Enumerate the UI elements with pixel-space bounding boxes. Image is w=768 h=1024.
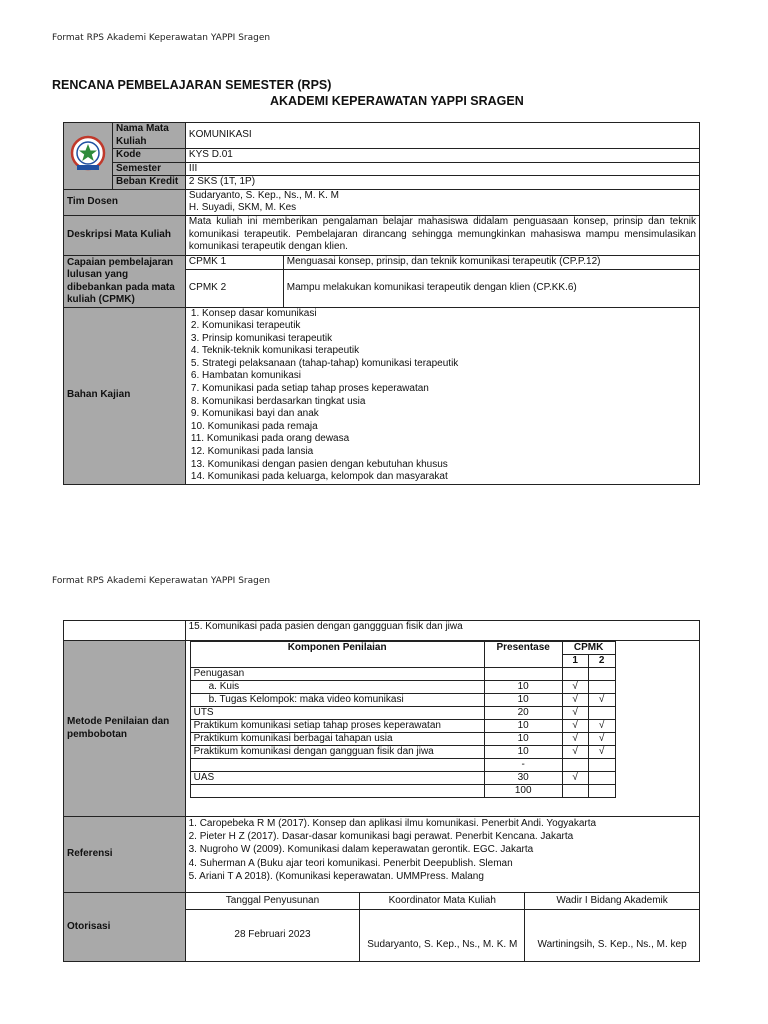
logo-cell xyxy=(64,123,113,190)
description-label: Deskripsi Mata Kuliah xyxy=(64,215,186,255)
rps-table-page1 xyxy=(63,122,700,485)
semester-value: III xyxy=(185,162,699,176)
table-row xyxy=(190,772,615,785)
description-value: Mata kuliah ini memberikan pengalaman belajar mahasiswa didalam penguasaan konsep, prinsip dan teknik komunikasi terapeutik. Pembelajaran dirancang sehingga memungkinkan mahasiswa mampu mensimulasikan komunikasi terapeutik dengan klien. xyxy=(185,215,699,255)
lecturer-2: H. Suyadi, SKM, M. Kes xyxy=(188,202,297,213)
komponen-cell xyxy=(190,759,484,772)
table-row xyxy=(190,694,615,707)
list-item: 14. Komunikasi pada keluarga, kelompok dan masyarakat xyxy=(190,471,448,483)
komponen-cell: UAS xyxy=(190,772,484,785)
bahan-continued: 15. Komunikasi pada pasien dengan ganggguan fisik dan jiwa xyxy=(185,621,699,641)
presentase-cell: - xyxy=(484,759,562,772)
otorisasi-coordinator: Sudaryanto, S. Kep., Ns., M. K. M xyxy=(360,910,525,962)
cpmk-2-text: Mampu melakukan komunikasi terapeutik dengan klien (CP.KK.6) xyxy=(283,269,699,307)
presentase-cell: 10 xyxy=(484,746,562,759)
presentase-cell: 10 xyxy=(484,720,562,733)
table-row xyxy=(190,746,615,759)
komponen-cell: UTS xyxy=(190,707,484,720)
list-item: 8. Komunikasi berdasarkan tingkat usia xyxy=(190,395,366,407)
credit-value: 2 SKS (1T, 1P) xyxy=(185,176,699,190)
komponen-cell: Praktikum komunikasi berbagai tahapan usia xyxy=(190,733,484,746)
referensi-list xyxy=(189,817,696,883)
list-item: 2. Pieter H Z (2017). Dasar-dasar komunikasi bagi perawat. Penerbit Kencana. Jakarta xyxy=(188,831,574,843)
cpmk-label: Capaian pembelajaran lulusan yang dibebankan pada mata kuliah (CPMK) xyxy=(64,255,186,307)
komponen-cell: Praktikum komunikasi dengan gangguan fisik dan jiwa xyxy=(190,746,484,759)
lecturer-1: Sudaryanto, S. Kep., Ns., M. K. M xyxy=(188,189,339,201)
bahan-list-cell xyxy=(185,307,699,484)
list-item: 1. Caropebeka R M (2017). Konsep dan aplikasi ilmu komunikasi. Penerbit Andi. Yogyakarta xyxy=(188,818,597,829)
cpmk1-cell: √ xyxy=(562,746,588,759)
table-row xyxy=(190,707,615,720)
presentase-cell: 20 xyxy=(484,707,562,720)
otorisasi-date: 28 Februari 2023 xyxy=(185,910,360,962)
semester-label: Semester xyxy=(112,162,185,176)
komponen-cell: Penugasan xyxy=(190,668,484,681)
cpmk2-cell xyxy=(588,707,615,720)
cpmk2-cell xyxy=(588,681,615,694)
otorisasi-wadir: Wartiningsih, S. Kep., Ns., M. kep xyxy=(525,910,700,962)
cpmk1-cell: √ xyxy=(562,681,588,694)
lecturers-label: Tim Dosen xyxy=(64,189,186,215)
otorisasi-label: Otorisasi xyxy=(64,893,186,962)
rps-table-page2 xyxy=(63,620,700,962)
cpmk1-cell: √ xyxy=(562,733,588,746)
cpmk2-cell: √ xyxy=(588,733,615,746)
presentase-cell: 10 xyxy=(484,733,562,746)
cpmk2-cell xyxy=(588,668,615,681)
list-item: 7. Komunikasi pada setiap tahap proses keperawatan xyxy=(190,383,429,395)
table-row xyxy=(190,759,615,772)
cpmk1-cell xyxy=(562,759,588,772)
cpmk2-cell xyxy=(588,772,615,785)
document-title: RENCANA PEMBELAJARAN SEMESTER (RPS) xyxy=(52,78,332,92)
list-item: 2. Komunikasi terapeutik xyxy=(190,320,301,332)
list-item: 5. Ariani T A 2018). (Komunikasi keperawatan. UMMPress. Malang xyxy=(188,870,484,882)
list-item: 1. Konsep dasar komunikasi xyxy=(190,307,317,319)
list-item: 9. Komunikasi bayi dan anak xyxy=(190,408,319,420)
list-item: 3. Prinsip komunikasi terapeutik xyxy=(190,332,333,344)
otorisasi-header-wadir: Wadir I Bidang Akademik xyxy=(525,893,700,910)
table-row xyxy=(190,720,615,733)
cpmk2-cell xyxy=(588,759,615,772)
bahan-list xyxy=(189,308,696,484)
course-name-label: Nama Mata Kuliah xyxy=(112,123,185,149)
cpmk-1-code: CPMK 1 xyxy=(185,255,283,269)
format-note-page2: Format RPS Akademi Keperawatan YAPPI Sragen xyxy=(52,576,271,586)
komponen-cell: Praktikum komunikasi setiap tahap proses keperawatan xyxy=(190,720,484,733)
presentase-cell: 10 xyxy=(484,694,562,707)
komponen-header: Komponen Penilaian xyxy=(190,642,484,668)
format-note: Format RPS Akademi Keperawatan YAPPI Sragen xyxy=(52,33,271,43)
otorisasi-header-date: Tanggal Penyusunan xyxy=(185,893,360,910)
presentase-cell xyxy=(484,668,562,681)
presentase-cell: 10 xyxy=(484,681,562,694)
komponen-cell xyxy=(190,785,484,798)
cpmk-1-text: Menguasai konsep, prinsip, dan teknik komunikasi terapeutik (CP.P.12) xyxy=(283,255,699,269)
penilaian-table xyxy=(190,641,616,798)
cpmk1-cell: √ xyxy=(562,707,588,720)
penilaian-cell xyxy=(185,641,699,817)
list-item: 13. Komunikasi dengan pasien dengan kebutuhan khusus xyxy=(190,458,448,470)
list-item: 11. Komunikasi pada orang dewasa xyxy=(190,433,350,445)
institution-logo xyxy=(68,134,108,174)
table-row xyxy=(190,733,615,746)
cpmk-header: CPMK xyxy=(562,642,615,655)
cpmk1-cell xyxy=(562,668,588,681)
table-row xyxy=(190,668,615,681)
cpmk-2-code: CPMK 2 xyxy=(185,269,283,307)
presentase-header: Presentase xyxy=(484,642,562,668)
presentase-cell: 30 xyxy=(484,772,562,785)
cpmk1-cell: √ xyxy=(562,772,588,785)
penilaian-label: Metode Penilaian dan pembobotan xyxy=(64,641,186,817)
list-item: 3. Nugroho W (2009). Komunikasi dalam keperawatan gerontik. EGC. Jakarta xyxy=(188,844,534,856)
cpmk1-cell xyxy=(562,785,588,798)
list-item: 5. Strategi pelaksanaan (tahap-tahap) komunikasi terapeutik xyxy=(190,357,459,369)
cpmk2-cell: √ xyxy=(588,746,615,759)
cpmk2-cell: √ xyxy=(588,720,615,733)
cpmk2-cell xyxy=(588,785,615,798)
lecturers-value xyxy=(185,189,699,215)
list-item: 12. Komunikasi pada lansia xyxy=(190,446,314,458)
bahan-label: Bahan Kajian xyxy=(64,307,186,484)
institution-title: AKADEMI KEPERAWATAN YAPPI SRAGEN xyxy=(270,94,524,108)
list-item: 4. Teknik-teknik komunikasi terapeutik xyxy=(190,345,360,357)
otorisasi-header-coordinator: Koordinator Mata Kuliah xyxy=(360,893,525,910)
list-item: 6. Hambatan komunikasi xyxy=(190,370,301,382)
course-code-label: Kode xyxy=(112,149,185,163)
course-code-value: KYS D.01 xyxy=(185,149,699,163)
komponen-cell: b. Tugas Kelompok: maka video komunikasi xyxy=(190,694,484,707)
cpmk-1-header: 1 xyxy=(562,655,588,668)
cpmk-2-header: 2 xyxy=(588,655,615,668)
cpmk1-cell: √ xyxy=(562,720,588,733)
referensi-cell xyxy=(185,817,699,893)
empty-label-cell xyxy=(64,621,186,641)
table-row xyxy=(190,785,615,798)
cpmk1-cell: √ xyxy=(562,694,588,707)
list-item: 10. Komunikasi pada remaja xyxy=(190,420,318,432)
referensi-label: Referensi xyxy=(64,817,186,893)
cpmk2-cell: √ xyxy=(588,694,615,707)
presentase-cell: 100 xyxy=(484,785,562,798)
list-item: 4. Suherman A (Buku ajar teori komunikasi. Penerbit Deepublish. Sleman xyxy=(188,857,513,869)
table-row xyxy=(190,681,615,694)
komponen-cell: a. Kuis xyxy=(190,681,484,694)
credit-label: Beban Kredit xyxy=(112,176,185,190)
course-name-value: KOMUNIKASI xyxy=(185,123,699,149)
